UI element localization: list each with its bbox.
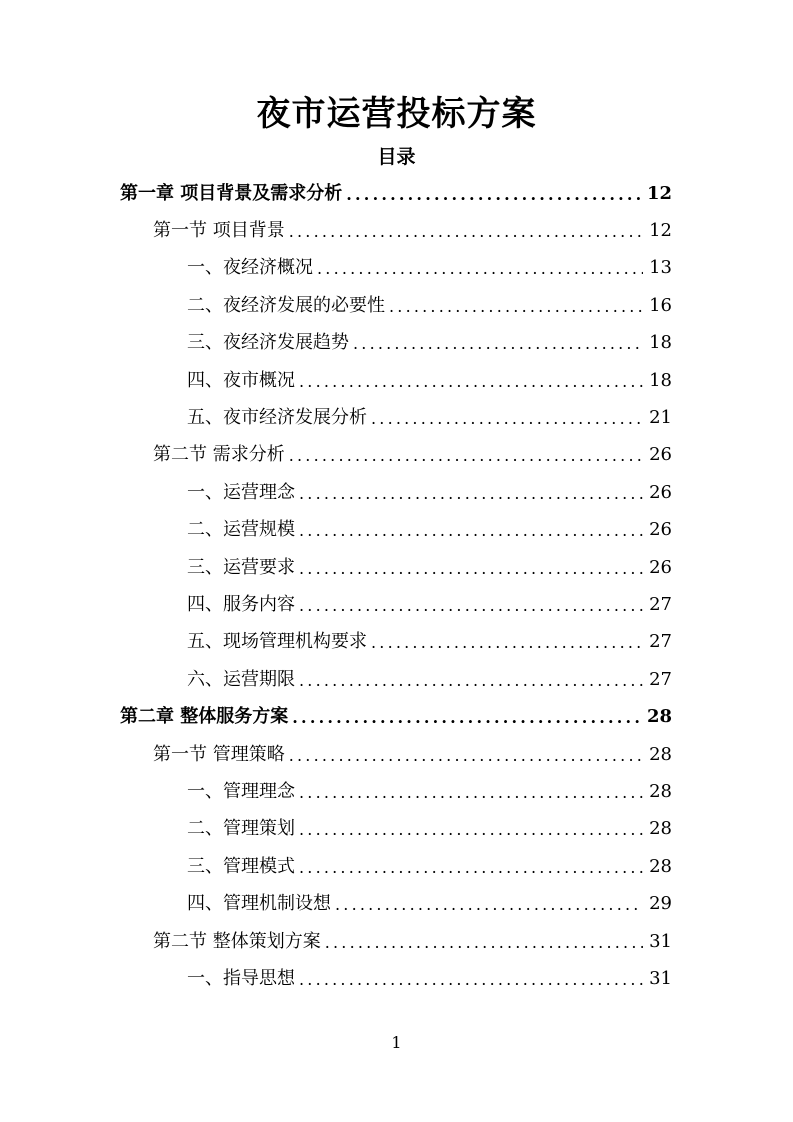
toc-entry-label: 五、夜市经济发展分析 (187, 407, 367, 429)
toc-entry-label: 四、服务内容 (187, 593, 295, 615)
toc-subsection-entry[interactable] (0, 773, 793, 810)
toc-section-entry[interactable] (0, 212, 793, 249)
toc-entry-page: 28 (649, 780, 672, 802)
toc-section-entry[interactable] (0, 736, 793, 773)
toc-dot-leader (299, 557, 643, 581)
toc-dot-leader (289, 744, 643, 768)
toc-subsection-entry[interactable] (0, 287, 793, 324)
toc-entry-page: 31 (649, 930, 672, 952)
toc-dot-leader (299, 781, 643, 805)
toc-entry-label: 二、夜经济发展的必要性 (187, 294, 385, 316)
table-of-contents (0, 175, 793, 998)
toc-entry-label: 一、管理理念 (187, 780, 295, 802)
toc-subsection-entry[interactable] (0, 399, 793, 436)
toc-entry-label: 六、运营期限 (187, 668, 295, 690)
toc-entry-label: 第一节 项目背景 (153, 220, 285, 242)
toc-subsection-entry[interactable] (0, 474, 793, 511)
toc-dot-leader (292, 706, 641, 730)
toc-entry-page: 28 (649, 818, 672, 840)
toc-entry-page: 18 (649, 369, 672, 391)
toc-entry-page: 18 (649, 332, 672, 354)
toc-subsection-entry[interactable] (0, 885, 793, 922)
toc-entry-page: 31 (649, 967, 672, 989)
toc-subsection-entry[interactable] (0, 362, 793, 399)
toc-dot-leader (299, 370, 643, 394)
toc-entry-label: 二、运营规模 (187, 519, 295, 541)
toc-entry-label: 第二章 整体服务方案 (120, 706, 289, 728)
document-title: 夜市运营投标方案 (256, 94, 537, 134)
toc-entry-label: 四、管理机制设想 (187, 893, 331, 915)
toc-subsection-entry[interactable] (0, 512, 793, 549)
toc-chapter-entry[interactable] (0, 698, 793, 735)
toc-entry-page: 27 (649, 668, 672, 690)
toc-dot-leader (289, 444, 643, 468)
toc-heading: 目录 (377, 146, 416, 168)
toc-entry-label: 二、管理策划 (187, 818, 295, 840)
toc-dot-leader (299, 669, 643, 693)
toc-chapter-entry[interactable] (0, 175, 793, 212)
toc-dot-leader (299, 856, 643, 880)
toc-entry-label: 一、运营理念 (187, 481, 295, 503)
toc-entry-page: 21 (649, 407, 672, 429)
toc-dot-leader (325, 931, 643, 955)
page-number: 1 (391, 1033, 402, 1052)
toc-entry-page: 27 (649, 631, 672, 653)
toc-entry-label: 第二节 整体策划方案 (153, 930, 321, 952)
toc-section-entry[interactable] (0, 923, 793, 960)
toc-entry-label: 三、夜经济发展趋势 (187, 332, 349, 354)
toc-entry-label: 一、夜经济概况 (187, 257, 313, 279)
toc-dot-leader (299, 519, 643, 543)
toc-dot-leader (317, 257, 643, 281)
toc-entry-label: 四、夜市概况 (187, 369, 295, 391)
toc-entry-page: 26 (649, 481, 672, 503)
toc-subsection-entry[interactable] (0, 586, 793, 623)
toc-dot-leader (389, 295, 643, 319)
toc-dot-leader (289, 220, 643, 244)
toc-entry-page: 13 (649, 257, 672, 279)
toc-subsection-entry[interactable] (0, 811, 793, 848)
toc-entry-page: 29 (649, 893, 672, 915)
toc-subsection-entry[interactable] (0, 624, 793, 661)
toc-dot-leader (299, 594, 643, 618)
toc-subsection-entry[interactable] (0, 250, 793, 287)
toc-subsection-entry[interactable] (0, 960, 793, 997)
toc-entry-label: 第一节 管理策略 (153, 743, 285, 765)
toc-subsection-entry[interactable] (0, 549, 793, 586)
toc-entry-label: 第二节 需求分析 (153, 444, 285, 466)
toc-dot-leader (299, 482, 643, 506)
toc-entry-page: 12 (646, 182, 672, 204)
toc-entry-label: 第一章 项目背景及需求分析 (120, 182, 343, 204)
toc-dot-leader (371, 407, 643, 431)
toc-entry-label: 三、管理模式 (187, 855, 295, 877)
toc-dot-leader (346, 183, 641, 207)
toc-entry-label: 一、指导思想 (187, 967, 295, 989)
toc-subsection-entry[interactable] (0, 325, 793, 362)
toc-subsection-entry[interactable] (0, 848, 793, 885)
toc-dot-leader (371, 631, 643, 655)
toc-entry-page: 12 (649, 220, 672, 242)
toc-entry-page: 26 (649, 556, 672, 578)
toc-section-entry[interactable] (0, 437, 793, 474)
toc-dot-leader (299, 818, 643, 842)
toc-entry-page: 28 (649, 855, 672, 877)
toc-entry-page: 28 (649, 743, 672, 765)
toc-entry-page: 26 (649, 519, 672, 541)
toc-dot-leader (353, 332, 643, 356)
toc-entry-label: 三、运营要求 (187, 556, 295, 578)
toc-entry-label: 五、现场管理机构要求 (187, 631, 367, 653)
toc-dot-leader (335, 893, 643, 917)
toc-entry-page: 16 (649, 294, 672, 316)
toc-subsection-entry[interactable] (0, 661, 793, 698)
toc-entry-page: 27 (649, 593, 672, 615)
toc-entry-page: 28 (646, 706, 672, 728)
toc-entry-page: 26 (649, 444, 672, 466)
toc-dot-leader (299, 968, 643, 992)
